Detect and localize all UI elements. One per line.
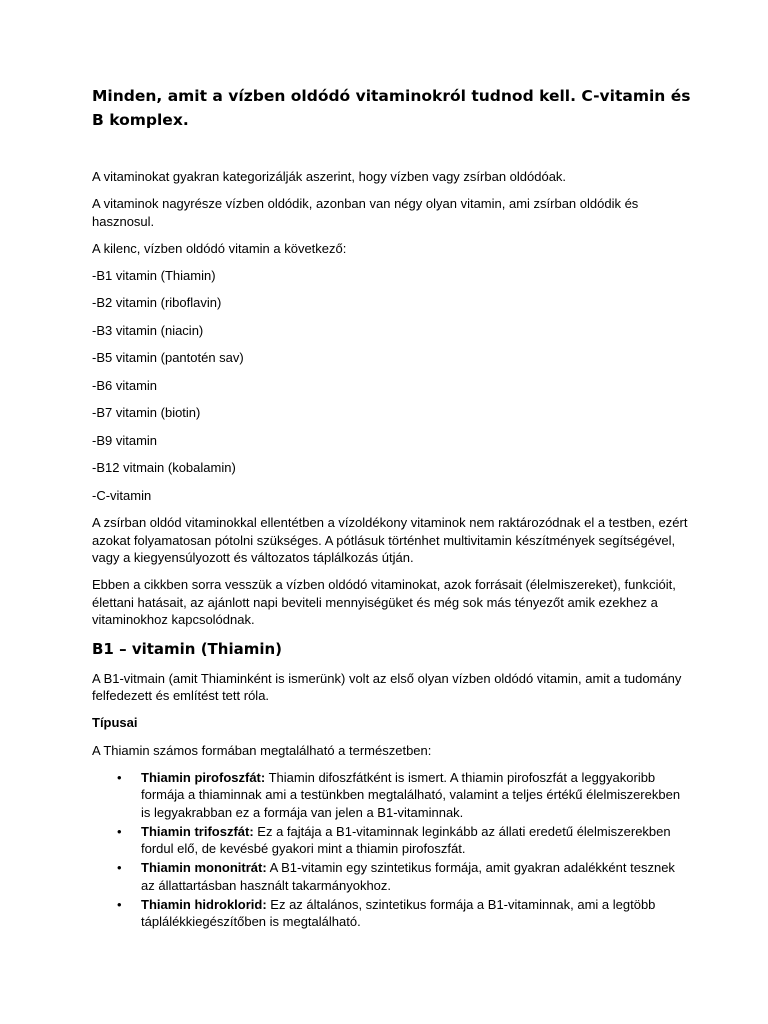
type-description: Thiamin difoszfátként is ismert. A thiamin pirofoszfát a leggyakoribb formája a thiaminnak ami a testünkben megtalálható, valamint a teljes értékű élelmiszerekben is legyakrabban ez a formája van jelen a B1-vitaminnak.: [141, 769, 681, 820]
vitamin-list-item: -B12 vitmain (kobalamin): [92, 460, 236, 475]
bullet-item: [117, 859, 692, 894]
vitamin-list-item: -B9 vitamin: [92, 432, 158, 448]
section-paragraph: A B1-vitmain (amit Thiaminként is ismerünk) volt az első olyan vízben oldódó vitamin, amit a tudomány felfedezett és említést tett róla.: [92, 670, 682, 703]
bullet-icon: •: [117, 769, 122, 785]
vitamin-list-item: -C-vitamin: [92, 487, 152, 503]
bullet-item: [117, 823, 692, 858]
vitamin-list-item: -B5 vitamin (pantotén sav): [92, 350, 244, 365]
intro-paragraph: A vitaminokat gyakran kategorizálják aszerint, hogy vízben vagy zsírban oldódóak.: [92, 169, 567, 184]
document-page: [92, 84, 692, 932]
type-name: Thiamin hidroklorid:: [141, 896, 267, 912]
document-title: Minden, amit a vízben oldódó vitaminokról tudnod kell. C-vitamin és B komplex.: [92, 87, 691, 129]
type-description: Ez az általános, szintetikus formája a B1-vitaminnak, ami a legtöbb táplálékkiegészítőben is megtalálható.: [141, 896, 656, 929]
bullet-item: [117, 896, 692, 931]
intro-paragraph: A vitaminok nagyrésze vízben oldódik, azonban van négy olyan vitamin, ami zsírban oldódik és hasznosul.: [92, 196, 639, 229]
body-paragraph: Ebben a cikkben sorra vesszük a vízben oldódó vitaminokat, azok forrásait (élelmiszereket), funkcióit, élettani hatásait, az ajánlott napi beviteli mennyiségüket és még sok más tényezőt amik ezekhez a vitaminokhoz kapcsolódnak.: [92, 577, 676, 627]
vitamin-list-item: -B2 vitamin (riboflavin): [92, 295, 222, 310]
type-name: Thiamin trifoszfát:: [141, 823, 254, 839]
types-intro: A Thiamin számos formában megtalálható a természetben:: [92, 742, 432, 758]
vitamin-list-item: -B6 vitamin: [92, 377, 158, 393]
type-name: Thiamin mononitrát:: [141, 860, 267, 875]
type-description: A B1-vitamin egy szintetikus formája, amit gyakran adalékként tesznek az állattartásban használt takarmányokhoz.: [141, 860, 675, 893]
bullet-icon: •: [117, 860, 122, 875]
thiamin-types-list: [92, 769, 692, 931]
bullet-item: [117, 769, 692, 822]
vitamin-list-item: -B3 vitamin (niacin): [92, 322, 204, 338]
vitamin-list: [92, 267, 692, 505]
intro-paragraph: A kilenc, vízben oldódó vitamin a következő:: [92, 240, 347, 256]
type-name: Thiamin pirofoszfát:: [141, 769, 266, 785]
type-description: Ez a fajtája a B1-vitaminnak leginkább az állati eredetű élelmiszerekben fordul elő, de kevésbé gyakori mint a thiamin pirofoszfát.: [141, 823, 671, 856]
vitamin-list-item: -B7 vitamin (biotin): [92, 405, 201, 420]
bullet-icon: •: [117, 896, 122, 912]
section-heading-b1: B1 – vitamin (Thiamin): [92, 639, 283, 658]
vitamin-list-item: -B1 vitamin (Thiamin): [92, 267, 216, 283]
subheading-types: Típusai: [92, 715, 138, 730]
bullet-icon: •: [117, 823, 122, 839]
body-paragraph: A zsírban oldód vitaminokkal ellentétben a vízoldékony vitaminok nem raktározódnak el a testben, ezért azokat folyamatosan pótolni szükséges. A pótlásuk történhet multivitamin készítmények segítségével, vagy a kiegyensúlyozott és változatos táplálkozás útján.: [92, 515, 688, 565]
